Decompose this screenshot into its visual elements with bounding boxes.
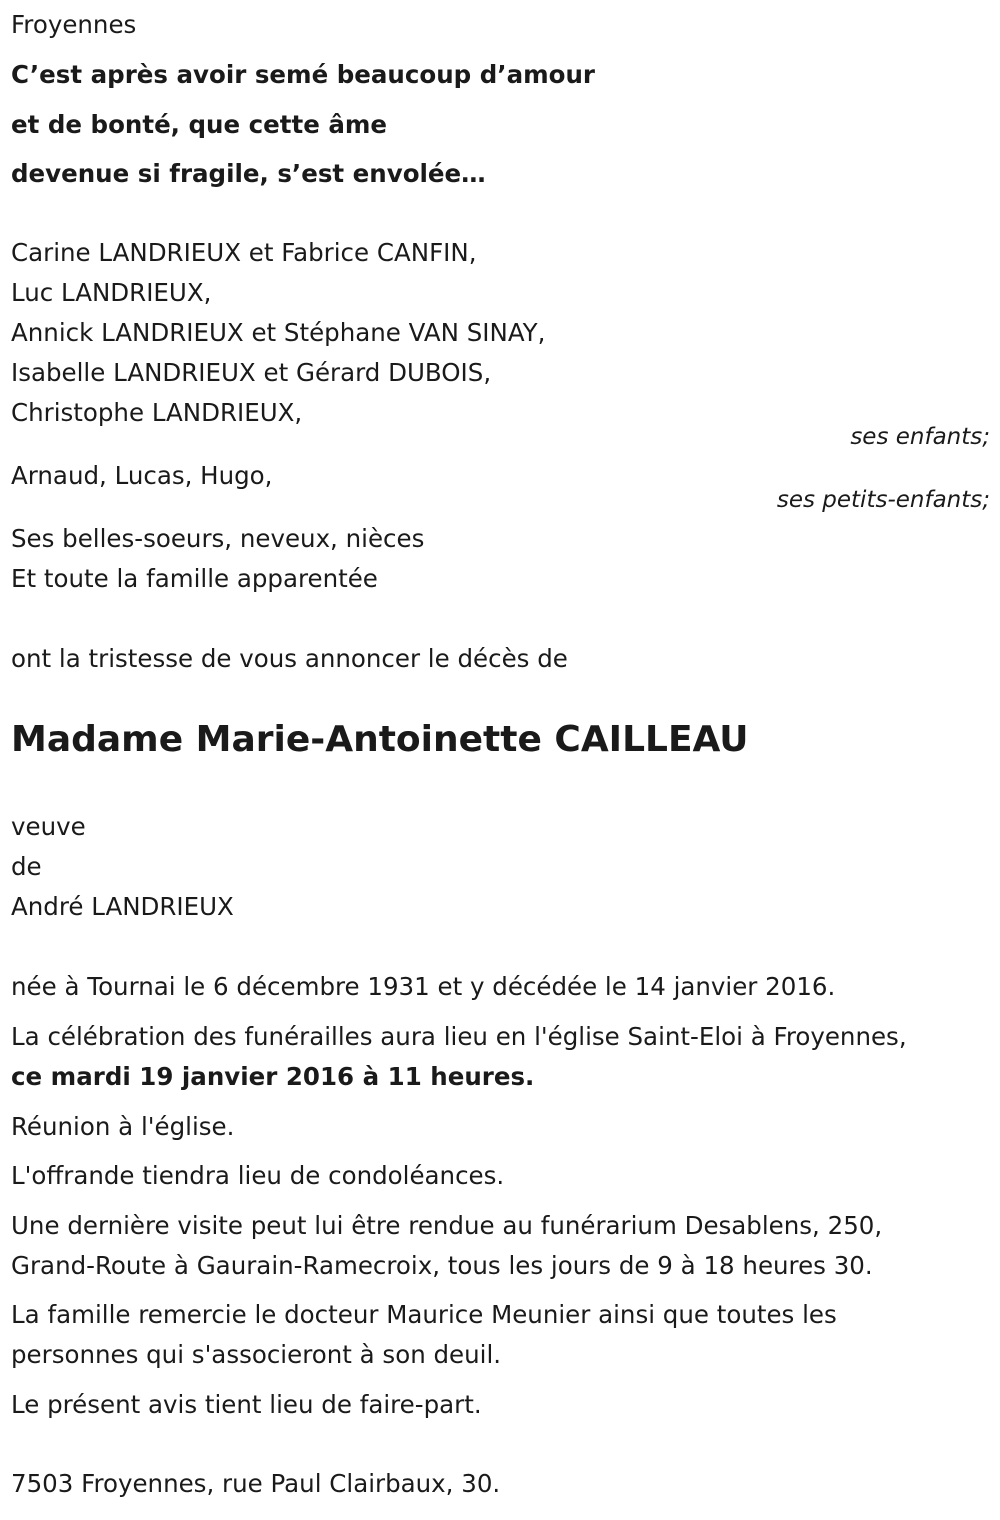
location-header: Froyennes: [11, 10, 137, 39]
funeral-date: ce mardi 19 janvier 2016 à 11 heures.: [11, 1062, 535, 1091]
visit-line-2: Grand-Route à Gaurain-Ramecroix, tous les jours de 9 à 18 heures 30.: [11, 1251, 873, 1280]
child-line-3: Annick LANDRIEUX et Stéphane VAN SINAY,: [11, 318, 546, 347]
funeral-line-1: La célébration des funérailles aura lieu en l'église Saint-Eloi à Froyennes,: [11, 1022, 907, 1051]
thanks-line-2: personnes qui s'associeront à son deuil.: [11, 1340, 502, 1369]
widow-of-line-1: veuve: [11, 812, 86, 841]
child-line-2: Luc LANDRIEUX,: [11, 278, 212, 307]
visit-line-1: Une dernière visite peut lui être rendue au funérarium Desablens, 250,: [11, 1211, 883, 1240]
birth-death: née à Tournai le 6 décembre 1931 et y décédée le 14 janvier 2016.: [11, 972, 836, 1001]
deceased-name: Madame Marie-Antoinette CAILLEAU: [11, 719, 749, 760]
thanks-line-1: La famille remercie le docteur Maurice Meunier ainsi que toutes les: [11, 1300, 837, 1329]
extended-family-line-1: Ses belles-soeurs, neveux, nièces: [11, 524, 425, 553]
spouse-name: André LANDRIEUX: [11, 892, 234, 921]
child-line-5: Christophe LANDRIEUX,: [11, 398, 303, 427]
widow-of-line-2: de: [11, 852, 42, 881]
address: 7503 Froyennes, rue Paul Clairbaux, 30.: [11, 1469, 501, 1498]
child-line-4: Isabelle LANDRIEUX et Gérard DUBOIS,: [11, 358, 492, 387]
quote-line-1: C’est après avoir semé beaucoup d’amour: [11, 60, 595, 89]
quote-line-2: et de bonté, que cette âme: [11, 110, 388, 139]
quote-line-3: devenue si fragile, s’est envolée…: [11, 159, 486, 188]
notice: Le présent avis tient lieu de faire-part.: [11, 1390, 482, 1419]
offering: L'offrande tiendra lieu de condoléances.: [11, 1161, 505, 1190]
grandchildren: Arnaud, Lucas, Hugo,: [11, 461, 273, 490]
extended-family-line-2: Et toute la famille apparentée: [11, 564, 378, 593]
announcement: ont la tristesse de vous annoncer le décès de: [11, 644, 568, 673]
children-role: ses enfants;: [850, 424, 990, 450]
child-line-1: Carine LANDRIEUX et Fabrice CANFIN,: [11, 238, 477, 267]
meeting: Réunion à l'église.: [11, 1112, 235, 1141]
grandchildren-role: ses petits-enfants;: [776, 487, 990, 513]
